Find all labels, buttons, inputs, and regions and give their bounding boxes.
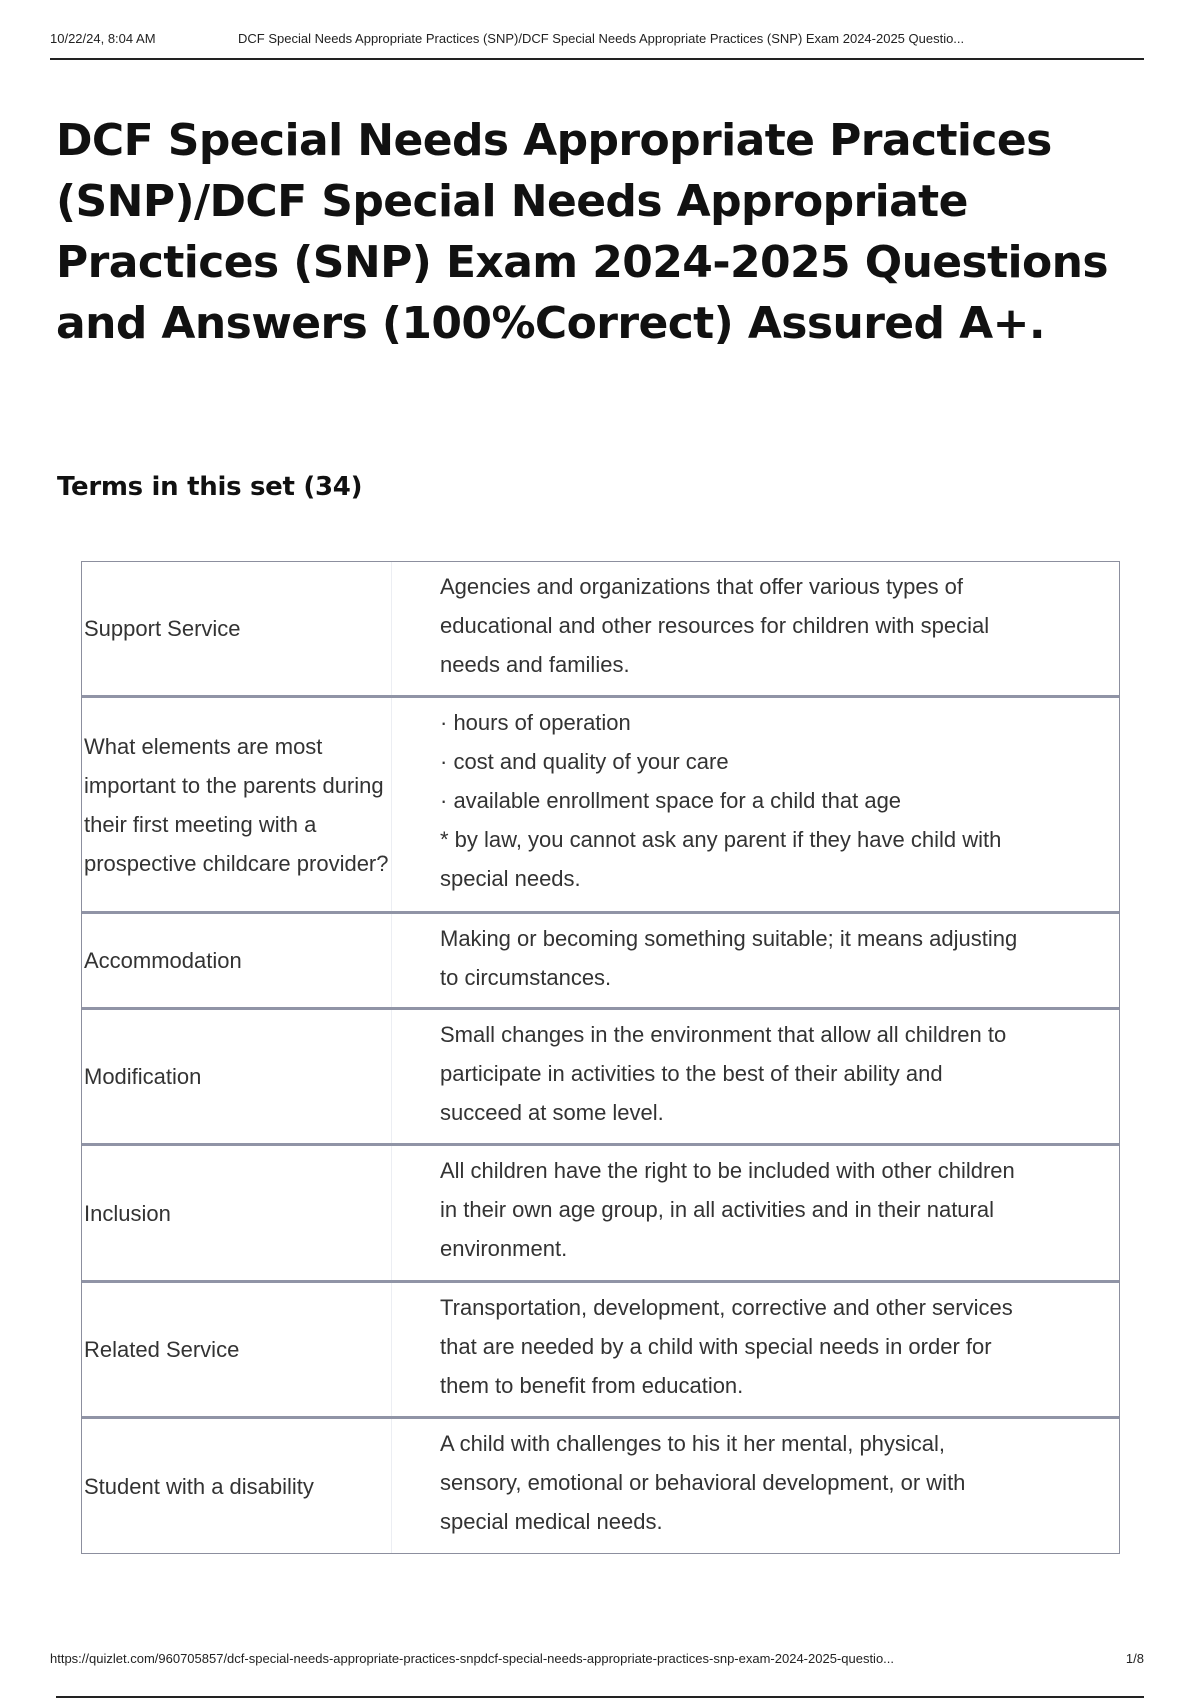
definition-cell: · hours of operation · cost and quality of your care · available enrollment space for a child that age * by law, you cannot ask any parent if they have child with special needs. [440,710,1002,891]
term-cell: Modification [82,1010,392,1143]
term-cell: Student with a disability [82,1419,392,1553]
print-date: 10/22/24, 8:04 AM [50,31,156,46]
definition-cell: Making or becoming something suitable; it means adjusting to circumstances. [440,926,1018,990]
term-cell: Accommodation [82,914,392,1007]
definition-cell: A child with challenges to his it her mental, physical, sensory, emotional or behavioral development, or with special medical needs. [440,1431,966,1534]
term-cell: Support Service [82,562,392,695]
term-row [82,695,1119,911]
print-footer [50,1650,1144,1700]
definition-cell: Small changes in the environment that allow all children to participate in activities to the best of their ability and succeed at some level. [440,1022,1007,1125]
print-doc-title: DCF Special Needs Appropriate Practices (SNP)/DCF Special Needs Appropriate Practices (SNP) Exam 2024-2025 Questio... [238,31,965,46]
term-cell: What elements are most important to the parents during their first meeting with a prospective childcare provider? [82,698,392,911]
terms-heading: Terms in this set (34) [57,472,363,502]
definition-cell: Transportation, development, corrective and other services that are needed by a child with special needs in order for them to benefit from education. [440,1295,1013,1398]
page-number: 1/8 [1125,1651,1144,1666]
page-title: DCF Special Needs Appropriate Practices (SNP)/DCF Special Needs Appropriate Practices (SNP) Exam 2024-2025 Questions and Answers (100%Correct) Assured A+. [56,115,1108,349]
terms-table [81,561,1120,1554]
term-row [82,1416,1119,1553]
term-cell: Inclusion [82,1146,392,1280]
term-row [82,562,1119,695]
term-row [82,1143,1119,1280]
term-row [82,911,1119,1007]
term-cell: Related Service [82,1283,392,1416]
print-url[interactable]: https://quizlet.com/960705857/dcf-special-needs-appropriate-practices-snpdcf-special-needs-appropriate-practices-snp-exam-2024-2025-questio... [50,1651,895,1666]
print-header [50,30,1144,60]
definition-cell: Agencies and organizations that offer various types of educational and other resources for children with special needs and families. [440,574,990,677]
term-row [82,1007,1119,1143]
definition-cell: All children have the right to be included with other children in their own age group, in all activities and in their natural environment. [440,1158,1015,1261]
footer-divider [56,1696,1144,1698]
term-row [82,1280,1119,1416]
